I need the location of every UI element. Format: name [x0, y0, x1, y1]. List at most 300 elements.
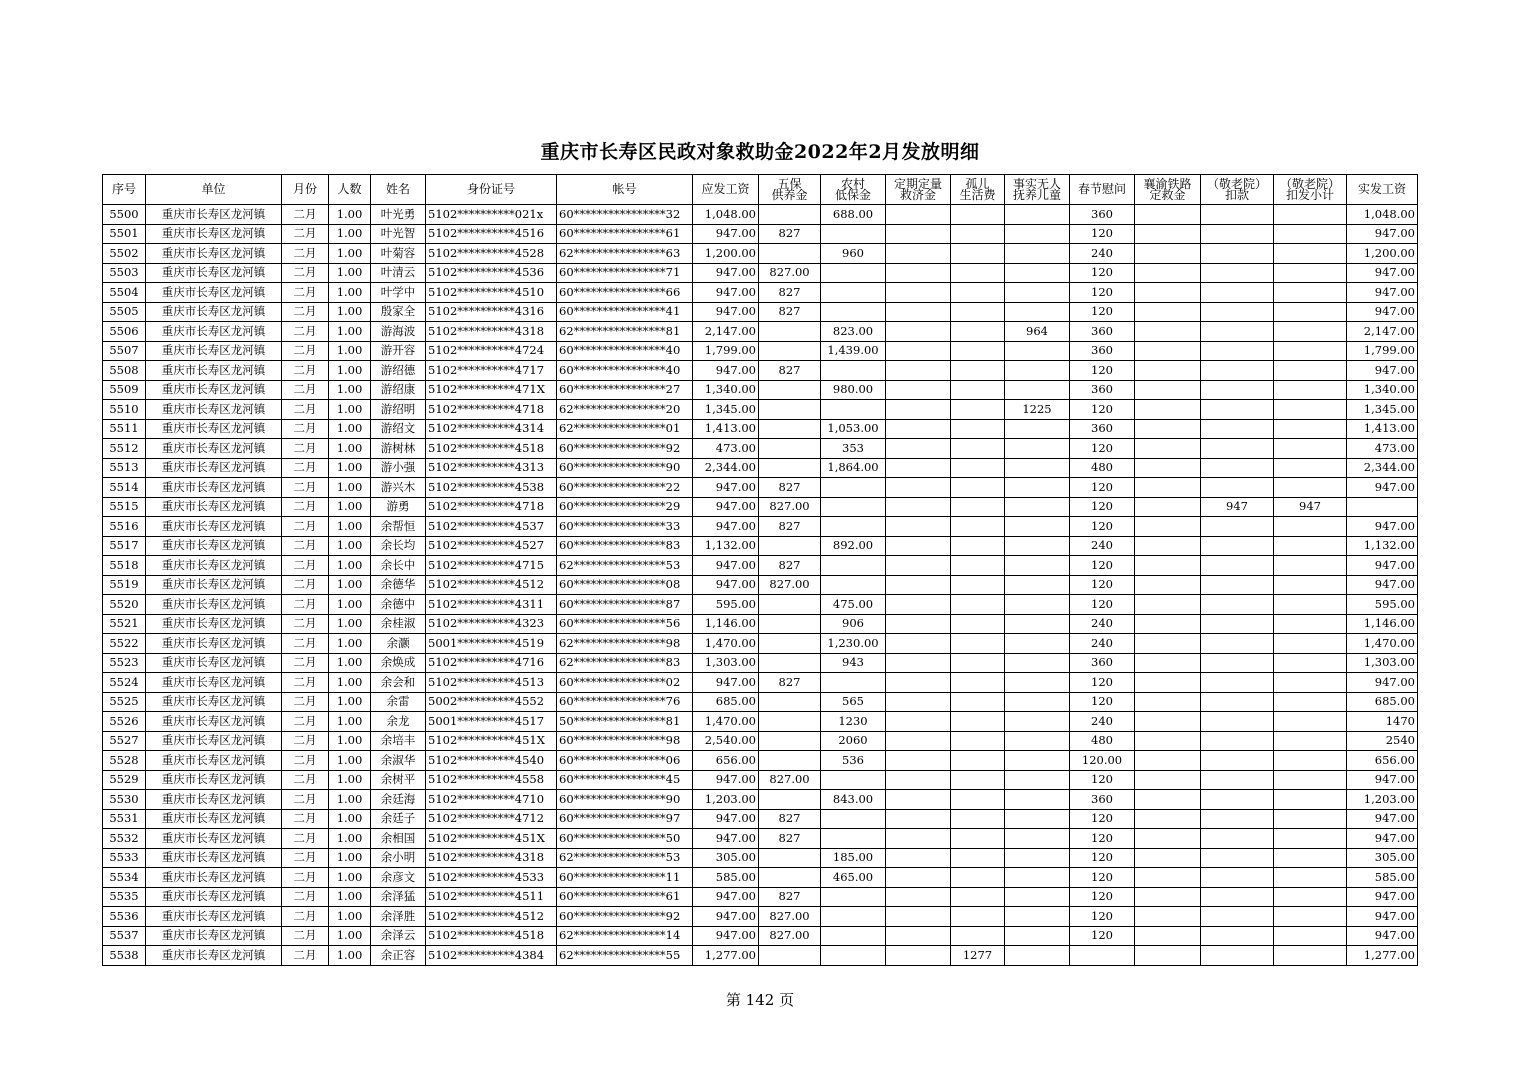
table-cell	[1005, 341, 1070, 361]
table-cell	[1201, 380, 1274, 400]
table-cell: 余泽胜	[371, 907, 426, 927]
table-cell: 二月	[282, 595, 329, 615]
table-cell: 重庆市长寿区龙河镇	[146, 575, 282, 595]
table-cell: 1,470.00	[1347, 634, 1418, 654]
table-row	[103, 497, 1418, 517]
table-cell	[1201, 887, 1274, 907]
table-cell	[1274, 556, 1347, 576]
table-cell	[759, 439, 821, 459]
table-cell	[1274, 302, 1347, 322]
table-cell: 余淑华	[371, 751, 426, 771]
table-cell: 二月	[282, 634, 329, 654]
table-cell: 1.00	[329, 283, 371, 303]
table-cell: 二月	[282, 361, 329, 381]
table-cell: 重庆市长寿区龙河镇	[146, 419, 282, 439]
table-cell: 2,147.00	[1347, 322, 1418, 342]
table-cell: 余焕成	[371, 653, 426, 673]
table-row	[103, 712, 1418, 732]
table-row	[103, 556, 1418, 576]
table-cell	[1005, 848, 1070, 868]
table-cell	[1274, 263, 1347, 283]
table-cell	[1201, 731, 1274, 751]
table-cell: 二月	[282, 868, 329, 888]
table-cell: 重庆市长寿区龙河镇	[146, 536, 282, 556]
table-row	[103, 614, 1418, 634]
table-cell: 1,048.00	[693, 205, 759, 225]
table-row	[103, 731, 1418, 751]
table-cell: 1.00	[329, 868, 371, 888]
table-cell: 二月	[282, 458, 329, 478]
table-cell: 120	[1070, 263, 1135, 283]
table-cell	[951, 770, 1005, 790]
table-cell	[1005, 439, 1070, 459]
table-cell: 595.00	[693, 595, 759, 615]
table-cell: 60****************61	[557, 887, 693, 907]
table-row	[103, 790, 1418, 810]
table-cell: 5537	[103, 926, 146, 946]
table-cell	[951, 458, 1005, 478]
table-cell: 余德华	[371, 575, 426, 595]
table-cell	[886, 380, 951, 400]
table-cell	[951, 536, 1005, 556]
table-cell: 1,200.00	[693, 244, 759, 264]
table-cell: 余彦文	[371, 868, 426, 888]
table-cell: 二月	[282, 205, 329, 225]
table-cell: 1,340.00	[1347, 380, 1418, 400]
table-cell: 5513	[103, 458, 146, 478]
table-cell	[1201, 653, 1274, 673]
table-cell: 947.00	[1347, 575, 1418, 595]
table-cell: 游海波	[371, 322, 426, 342]
table-cell: 5519	[103, 575, 146, 595]
table-cell: 5538	[103, 946, 146, 966]
table-cell	[886, 205, 951, 225]
table-cell	[1135, 302, 1201, 322]
table-row	[103, 263, 1418, 283]
table-cell: 5516	[103, 517, 146, 537]
table-cell: 1.00	[329, 692, 371, 712]
table-cell	[821, 497, 886, 517]
table-cell	[759, 400, 821, 420]
table-cell	[1274, 946, 1347, 966]
table-cell: 1230	[821, 712, 886, 732]
table-cell	[1274, 575, 1347, 595]
column-header: 孤儿 生活费	[951, 175, 1005, 205]
table-cell: 1,470.00	[693, 634, 759, 654]
table-cell: 5504	[103, 283, 146, 303]
table-cell: 947.00	[693, 283, 759, 303]
table-cell: 565	[821, 692, 886, 712]
table-cell: 二月	[282, 283, 329, 303]
table-cell: 1,132.00	[693, 536, 759, 556]
table-cell: 重庆市长寿区龙河镇	[146, 478, 282, 498]
table-cell: 重庆市长寿区龙河镇	[146, 439, 282, 459]
table-cell	[1135, 536, 1201, 556]
table-cell	[886, 829, 951, 849]
table-cell: 536	[821, 751, 886, 771]
table-cell: 947.00	[1347, 673, 1418, 693]
table-cell: 120.00	[1070, 751, 1135, 771]
table-cell: 5102**********4710	[426, 790, 557, 810]
table-cell	[1070, 946, 1135, 966]
table-cell	[1005, 302, 1070, 322]
table-cell: 二月	[282, 575, 329, 595]
table-cell	[1135, 809, 1201, 829]
column-header: 人数	[329, 175, 371, 205]
table-cell	[886, 575, 951, 595]
table-cell: 5102**********4717	[426, 361, 557, 381]
table-cell	[1201, 907, 1274, 927]
table-cell	[1005, 751, 1070, 771]
table-cell: 60****************92	[557, 439, 693, 459]
table-cell: 二月	[282, 536, 329, 556]
table-cell: 60****************11	[557, 868, 693, 888]
table-cell	[1274, 322, 1347, 342]
table-cell: 1.00	[329, 575, 371, 595]
table-cell: 重庆市长寿区龙河镇	[146, 868, 282, 888]
table-cell: 二月	[282, 380, 329, 400]
table-cell: 60****************50	[557, 829, 693, 849]
table-cell: 二月	[282, 400, 329, 420]
table-cell: 二月	[282, 478, 329, 498]
table-cell: 1.00	[329, 419, 371, 439]
table-cell: 62****************63	[557, 244, 693, 264]
table-cell: 240	[1070, 244, 1135, 264]
table-cell	[1274, 380, 1347, 400]
table-cell: 827	[759, 283, 821, 303]
table-cell	[821, 478, 886, 498]
table-cell	[759, 341, 821, 361]
table-cell: 827	[759, 361, 821, 381]
table-cell: 827.00	[759, 497, 821, 517]
table-cell: 5512	[103, 439, 146, 459]
table-cell: 5524	[103, 673, 146, 693]
table-cell	[1274, 634, 1347, 654]
table-cell	[821, 673, 886, 693]
document-title: 重庆市长寿区民政对象救助金2022年2月发放明细	[540, 141, 980, 163]
table-cell: 60****************06	[557, 751, 693, 771]
table-cell: 重庆市长寿区龙河镇	[146, 926, 282, 946]
table-row	[103, 868, 1418, 888]
table-cell	[1005, 361, 1070, 381]
table-cell: 120	[1070, 829, 1135, 849]
table-cell	[1005, 653, 1070, 673]
table-cell	[1135, 614, 1201, 634]
table-cell	[1135, 497, 1201, 517]
table-cell: 947.00	[1347, 302, 1418, 322]
table-cell: 5517	[103, 536, 146, 556]
table-cell	[1201, 302, 1274, 322]
table-cell: 重庆市长寿区龙河镇	[146, 517, 282, 537]
table-cell	[1201, 517, 1274, 537]
table-cell: 5507	[103, 341, 146, 361]
table-cell: 947	[1201, 497, 1274, 517]
table-row	[103, 575, 1418, 595]
table-cell: 360	[1070, 322, 1135, 342]
table-cell	[886, 439, 951, 459]
table-cell: 120	[1070, 400, 1135, 420]
table-cell	[951, 283, 1005, 303]
table-row	[103, 244, 1418, 264]
table-cell	[1135, 244, 1201, 264]
table-cell: 二月	[282, 263, 329, 283]
table-cell: 595.00	[1347, 595, 1418, 615]
table-cell: 重庆市长寿区龙河镇	[146, 946, 282, 966]
column-header: 五保 供养金	[759, 175, 821, 205]
table-cell: 二月	[282, 302, 329, 322]
table-cell: 360	[1070, 653, 1135, 673]
column-header: 春节慰问	[1070, 175, 1135, 205]
table-cell	[1274, 224, 1347, 244]
table-cell: 120	[1070, 848, 1135, 868]
table-cell: 947.00	[693, 302, 759, 322]
table-cell	[951, 517, 1005, 537]
table-cell: 947.00	[1347, 361, 1418, 381]
table-cell: 1470	[1347, 712, 1418, 732]
table-cell	[1135, 380, 1201, 400]
table-cell	[1201, 400, 1274, 420]
table-cell: 5508	[103, 361, 146, 381]
table-cell	[1274, 790, 1347, 810]
table-cell	[951, 361, 1005, 381]
table-cell: 二月	[282, 926, 329, 946]
table-row	[103, 848, 1418, 868]
table-cell	[886, 907, 951, 927]
table-cell: 1,230.00	[821, 634, 886, 654]
table-cell	[821, 829, 886, 849]
table-cell: 475.00	[821, 595, 886, 615]
table-cell	[1201, 692, 1274, 712]
table-cell: 120	[1070, 439, 1135, 459]
table-cell: 947.00	[1347, 770, 1418, 790]
table-cell: 重庆市长寿区龙河镇	[146, 634, 282, 654]
table-cell: 5102**********4712	[426, 809, 557, 829]
table-cell: 1,439.00	[821, 341, 886, 361]
table-cell: 1.00	[329, 556, 371, 576]
table-cell	[759, 868, 821, 888]
table-cell	[886, 692, 951, 712]
table-cell: 185.00	[821, 848, 886, 868]
table-cell: 947.00	[693, 770, 759, 790]
table-cell: 2540	[1347, 731, 1418, 751]
table-cell: 5529	[103, 770, 146, 790]
table-cell: 殷家全	[371, 302, 426, 322]
table-cell: 353	[821, 439, 886, 459]
table-cell: 二月	[282, 712, 329, 732]
table-cell: 5102**********4537	[426, 517, 557, 537]
table-cell	[759, 731, 821, 751]
table-cell: 62****************01	[557, 419, 693, 439]
table-cell	[886, 848, 951, 868]
table-cell: 1.00	[329, 614, 371, 634]
table-cell: 1.00	[329, 497, 371, 517]
table-row	[103, 283, 1418, 303]
table-cell	[1135, 283, 1201, 303]
table-cell	[1201, 205, 1274, 225]
table-cell: 60****************22	[557, 478, 693, 498]
table-cell	[821, 556, 886, 576]
table-cell	[759, 205, 821, 225]
table-cell	[1201, 361, 1274, 381]
table-cell: 62****************14	[557, 926, 693, 946]
column-header: 事实无人 抚养儿童	[1005, 175, 1070, 205]
table-cell: 余长均	[371, 536, 426, 556]
table-cell	[1135, 946, 1201, 966]
table-cell: 656.00	[1347, 751, 1418, 771]
table-cell	[1201, 439, 1274, 459]
table-cell: 1.00	[329, 887, 371, 907]
table-cell: 二月	[282, 673, 329, 693]
table-cell: 余廷子	[371, 809, 426, 829]
table-cell	[1274, 400, 1347, 420]
table-cell	[1135, 907, 1201, 927]
table-cell: 60****************29	[557, 497, 693, 517]
table-cell: 62****************20	[557, 400, 693, 420]
table-cell: 余泽猛	[371, 887, 426, 907]
table-cell: 120	[1070, 283, 1135, 303]
table-cell	[1201, 712, 1274, 732]
table-cell: 947.00	[693, 829, 759, 849]
table-cell: 5506	[103, 322, 146, 342]
table-cell: 947.00	[693, 361, 759, 381]
table-cell: 1,799.00	[1347, 341, 1418, 361]
table-cell: 1,413.00	[1347, 419, 1418, 439]
table-cell: 1,413.00	[693, 419, 759, 439]
table-cell: 827	[759, 887, 821, 907]
table-cell: 1,146.00	[693, 614, 759, 634]
table-cell: 947.00	[1347, 809, 1418, 829]
table-cell	[1005, 926, 1070, 946]
table-cell: 5001**********4519	[426, 634, 557, 654]
table-cell: 二月	[282, 907, 329, 927]
table-cell	[759, 322, 821, 342]
table-cell: 62****************98	[557, 634, 693, 654]
table-cell: 585.00	[1347, 868, 1418, 888]
table-cell	[1135, 712, 1201, 732]
table-cell: 305.00	[1347, 848, 1418, 868]
table-cell	[886, 361, 951, 381]
table-cell	[821, 907, 886, 927]
table-cell	[1135, 868, 1201, 888]
table-cell: 843.00	[821, 790, 886, 810]
table-cell	[1274, 341, 1347, 361]
table-cell: 947.00	[693, 887, 759, 907]
table-cell: 二月	[282, 692, 329, 712]
table-cell	[886, 341, 951, 361]
table-cell: 465.00	[821, 868, 886, 888]
table-cell: 947.00	[693, 478, 759, 498]
table-cell	[1005, 224, 1070, 244]
table-cell: 重庆市长寿区龙河镇	[146, 809, 282, 829]
table-cell	[821, 887, 886, 907]
table-cell: 5102**********4527	[426, 536, 557, 556]
table-cell	[1274, 205, 1347, 225]
table-cell	[1135, 790, 1201, 810]
table-cell: 1,146.00	[1347, 614, 1418, 634]
table-cell	[1135, 751, 1201, 771]
table-cell	[1201, 341, 1274, 361]
table-cell	[886, 926, 951, 946]
table-cell: 5102**********4528	[426, 244, 557, 264]
table-row	[103, 439, 1418, 459]
table-row	[103, 322, 1418, 342]
table-cell	[951, 809, 1005, 829]
table-cell: 重庆市长寿区龙河镇	[146, 302, 282, 322]
table-cell	[759, 419, 821, 439]
table-row	[103, 673, 1418, 693]
table-cell	[1005, 614, 1070, 634]
table-cell: 二月	[282, 614, 329, 634]
table-cell: 5520	[103, 595, 146, 615]
table-cell	[759, 692, 821, 712]
table-cell	[951, 595, 1005, 615]
table-cell: 5525	[103, 692, 146, 712]
table-cell: 1.00	[329, 946, 371, 966]
table-cell: 1.00	[329, 673, 371, 693]
column-header: 月份	[282, 175, 329, 205]
table-cell	[1274, 478, 1347, 498]
table-cell: 1.00	[329, 751, 371, 771]
table-cell: 947.00	[693, 517, 759, 537]
table-cell	[1135, 731, 1201, 751]
table-cell: 60****************61	[557, 224, 693, 244]
table-cell	[886, 536, 951, 556]
table-cell: 360	[1070, 419, 1135, 439]
table-cell	[886, 556, 951, 576]
table-cell	[759, 946, 821, 966]
table-cell: 947.00	[1347, 887, 1418, 907]
table-cell: 5102**********4311	[426, 595, 557, 615]
table-cell: 2,540.00	[693, 731, 759, 751]
table-cell: 947.00	[693, 575, 759, 595]
table-cell: 5510	[103, 400, 146, 420]
table-row	[103, 946, 1418, 966]
table-cell	[886, 887, 951, 907]
table-cell: 947.00	[693, 556, 759, 576]
table-cell: 叶学中	[371, 283, 426, 303]
table-cell: 827.00	[759, 926, 821, 946]
table-cell: 5102**********4323	[426, 614, 557, 634]
table-cell	[1005, 790, 1070, 810]
table-cell: 120	[1070, 907, 1135, 927]
table-cell: 947.00	[693, 673, 759, 693]
table-cell: 5102**********4718	[426, 497, 557, 517]
table-cell	[759, 614, 821, 634]
table-cell	[1201, 673, 1274, 693]
table-cell: 947.00	[1347, 224, 1418, 244]
table-cell	[1135, 458, 1201, 478]
table-cell: 827.00	[759, 263, 821, 283]
table-cell: 1.00	[329, 361, 371, 381]
table-cell	[1005, 946, 1070, 966]
table-row	[103, 302, 1418, 322]
table-cell: 重庆市长寿区龙河镇	[146, 205, 282, 225]
table-cell	[759, 751, 821, 771]
table-cell	[886, 224, 951, 244]
table-cell: 120	[1070, 302, 1135, 322]
table-cell	[1005, 595, 1070, 615]
table-cell: 游小强	[371, 458, 426, 478]
table-cell: 5102**********4716	[426, 653, 557, 673]
table-cell	[951, 926, 1005, 946]
table-cell	[1201, 848, 1274, 868]
table-cell	[951, 848, 1005, 868]
table-cell	[1135, 322, 1201, 342]
table-cell: 60****************90	[557, 790, 693, 810]
table-cell: 重庆市长寿区龙河镇	[146, 692, 282, 712]
table-cell: 1.00	[329, 263, 371, 283]
table-cell: 60****************02	[557, 673, 693, 693]
